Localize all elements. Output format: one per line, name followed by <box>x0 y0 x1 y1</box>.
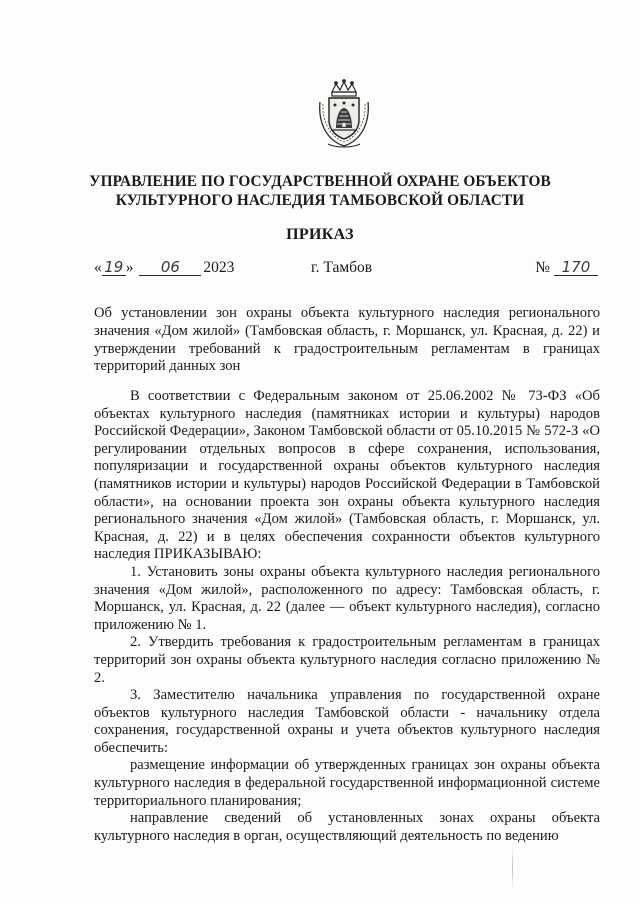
document-date <box>94 259 234 277</box>
number-prefix: № <box>535 259 550 276</box>
date-year: 2023 <box>203 259 235 276</box>
order-item-2: 2. Утвердить требования к градостроительным регламентам в границах территорий зон охраны объекта культурного наследия согласно приложению № 2. <box>94 634 600 686</box>
date-quote-open: « <box>94 259 102 276</box>
organization-name <box>0 172 640 210</box>
document-city: г. Тамбов <box>311 259 373 276</box>
date-quote-close: » <box>125 259 134 276</box>
order-item-1: 1. Установить зоны охраны объекта культурного наследия регионального значения «Дом жилой», расположенного по адресу: Тамбовская область, г. Моршанск, ул. Красная, д. 22 (далее — объект культурного наследия), согласно приложению № 1. <box>94 563 600 633</box>
date-day-handwritten: 19 <box>102 260 126 276</box>
tambov-coat-of-arms-icon <box>314 78 374 150</box>
order-subitem-2: направление сведений об установленных зонах охраны объекта культурного наследия в орган, осуществляющий деятельность по ведению <box>94 810 600 844</box>
document-type-title: ПРИКАЗ <box>286 226 354 243</box>
document-number <box>535 259 598 277</box>
date-month-handwritten: 06 <box>139 260 201 276</box>
organization-line-2: КУЛЬТУРНОГО НАСЛЕДИЯ ТАМБОВСКОЙ ОБЛАСТИ <box>115 192 525 209</box>
scan-artifact <box>512 845 513 891</box>
document-body <box>94 388 600 845</box>
order-item-3: 3. Заместителю начальника управления по государственной охране объектов культурного наследия Тамбовской области - начальнику отдела сохранения, государственной охраны и учета объектов культурного наследия обеспечить: <box>94 687 600 756</box>
preamble-paragraph: В соответствии с Федеральным законом от 25.06.2002 № 73-ФЗ «Об объектах культурного наследия (памятниках истории и культуры) народов Российской Федерации», Законом Тамбовской области от 05.10.2015 № 572-З «О регулировании отдельных вопросов в сфере сохранения, использования, популяризации и государственной охраны объектов культурного наследия (памятников истории и культуры) народов Российской Федерации в Тамбовской области», на основании проекта зон охраны объекта культурного наследия регионального значения «Дом жилой» (Тамбовская область, г. Моршанск, ул. Красная, д. 22) и в целях обеспечения сохранности объектов культурного наследия ПРИКАЗЫВАЮ: <box>94 388 600 563</box>
number-handwritten: 170 <box>554 260 598 276</box>
document-meta-row <box>94 259 600 279</box>
order-subitem-1: размещение информации об утвержденных границах зон охраны объекта культурного наследия в федеральной государственной информационной системе территориального планирования; <box>94 757 600 809</box>
organization-line-1: УПРАВЛЕНИЕ ПО ГОСУДАРСТВЕННОЙ ОХРАНЕ ОБЪЕКТОВ <box>89 173 551 190</box>
document-subject: Об установлении зон охраны объекта культурного наследия регионального значения «Дом жилой» (Тамбовская область, г. Моршанск, ул. Красная, д. 22) и утверждении требований к градостроительным регламентам в границах территорий данных зон <box>94 305 600 375</box>
